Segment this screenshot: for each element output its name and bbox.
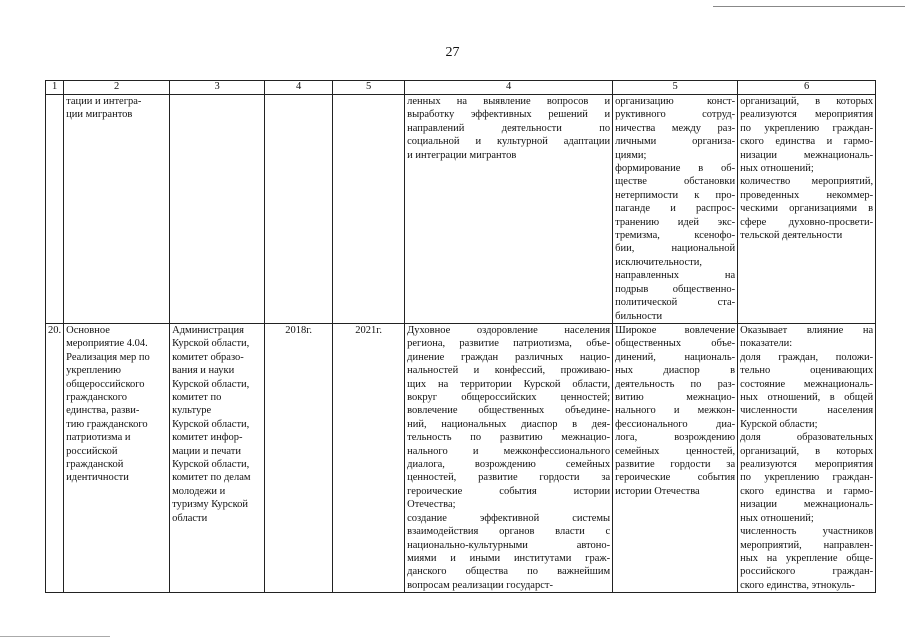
cell-line: Оказывает влияние на	[740, 325, 874, 336]
cell-line: Курской области,	[172, 459, 250, 471]
cell-line: Реализация мер по	[66, 351, 150, 363]
cell-line: численности населения	[740, 405, 874, 417]
cell-line: комитет образо-	[172, 351, 244, 363]
cell-line: мероприятие 4.04.	[66, 338, 148, 350]
cell-line: нального и межконфессионального	[407, 445, 611, 457]
cell-line: ленных на выявление вопросов и	[407, 96, 611, 107]
cell-line: Духовное оздоровление населения	[407, 325, 611, 336]
page-number: 27	[445, 45, 460, 60]
cell-line: проведенных некоммер-	[740, 189, 874, 201]
cell-c5: 2021г.	[333, 324, 405, 593]
header-cell: 6	[738, 81, 876, 95]
cell-c4: 2018г.	[265, 324, 333, 593]
cell-line: бильности	[615, 310, 663, 322]
cell-line: семейных ценностей,	[615, 445, 736, 457]
cell-line: паганде и распрос-	[615, 203, 736, 215]
cell-line: витию межнацио-	[615, 392, 736, 404]
cell-c6	[405, 324, 613, 593]
cell-line: по укреплению граждан-	[740, 122, 874, 134]
cell-line: комитет по	[172, 392, 222, 404]
measures-table	[45, 80, 876, 593]
cell-line: российского граждан-	[740, 566, 874, 578]
cell-line: количество мероприятий,	[740, 176, 874, 188]
cell-c8	[738, 95, 876, 324]
cell-line: динений, националь-	[615, 351, 736, 363]
cell-line: вокруг общероссийских ценностей;	[407, 392, 611, 404]
cell-line: ний, национальных диаспор в дея-	[407, 418, 611, 430]
cell-line: молодежи и	[172, 485, 226, 497]
header-cell: 1	[46, 81, 64, 95]
cell-c4	[265, 95, 333, 324]
cell-line: доля граждан, положи-	[740, 351, 874, 363]
cell-c1	[46, 95, 64, 324]
cell-line: ценностей, развитие гордости за	[407, 472, 611, 484]
cell-line: ных отношений, в общей	[740, 392, 874, 404]
cell-line: данского общества по важнейшим	[407, 566, 611, 578]
cell-line: организацию конст-	[615, 96, 736, 107]
cell-c7	[613, 95, 738, 324]
cell-line: направленных на	[615, 270, 736, 282]
cell-line: вания и науки	[172, 365, 235, 377]
cell-line: создание эффективной системы	[407, 512, 611, 524]
header-cell: 3	[170, 81, 265, 95]
cell-line: нального и межкон-	[615, 405, 736, 417]
cell-line: исключительности,	[615, 256, 702, 268]
cell-line: ных отношений;	[740, 512, 814, 524]
cell-line: ничества между раз-	[615, 122, 736, 134]
cell-line: Курской области;	[740, 418, 818, 430]
cell-line: состояние межнациональ-	[740, 378, 874, 390]
cell-line: численность участников	[740, 526, 874, 538]
cell-line: гражданской	[66, 459, 124, 471]
cell-line: ных на укрепление обще-	[740, 552, 874, 564]
scan-artifact-line	[713, 6, 905, 7]
header-row	[46, 81, 876, 95]
cell-line: области	[172, 512, 208, 524]
cell-line: тию гражданского	[66, 418, 148, 430]
cell-line: Курской области,	[172, 418, 250, 430]
cell-c5	[333, 95, 405, 324]
cell-line: циями;	[615, 149, 647, 161]
cell-line: героические события	[615, 472, 736, 484]
scan-artifact-line	[0, 636, 110, 637]
header-cell: 2	[64, 81, 170, 95]
cell-line: идентичности	[66, 472, 129, 484]
cell-line: комитет по делам	[172, 472, 251, 484]
cell-line: организаций, в которых	[740, 96, 874, 107]
cell-line: вовлечение общественных объедине-	[407, 405, 611, 417]
cell-line: единства, разви-	[66, 405, 140, 417]
cell-line: развитие гордости за	[615, 459, 736, 471]
cell-line: доля образовательных	[740, 432, 874, 444]
cell-line: подрыв общественно-	[615, 283, 736, 295]
header-cell: 4	[405, 81, 613, 95]
cell-line: Основное	[66, 325, 110, 336]
cell-line: общероссийского	[66, 378, 145, 390]
cell-c7	[613, 324, 738, 593]
cell-line: и интеграции мигрантов	[407, 149, 517, 161]
cell-line: формирование в об-	[615, 163, 736, 175]
header-cell: 5	[613, 81, 738, 95]
cell-line: выработку эффективных решений и	[407, 109, 611, 121]
cell-line: ского единства, этнокуль-	[740, 579, 855, 591]
cell-line: региона, развитие патриотизма, объе-	[407, 338, 611, 350]
cell-line: тации и интегра-	[66, 96, 142, 107]
cell-line: нальностей и конфессий, проживаю-	[407, 365, 611, 377]
cell-line: миями и иными институтами граж-	[407, 552, 611, 564]
cell-line: национально-культурными автоно-	[407, 539, 611, 551]
cell-line: укреплению	[66, 365, 121, 377]
cell-line: динение граждан различных нацио-	[407, 351, 611, 363]
cell-line: ского единства и гармо-	[740, 485, 874, 497]
cell-line: бии, национальной	[615, 243, 736, 255]
header-cell: 5	[333, 81, 405, 95]
cell-line: руктивного сотруд-	[615, 109, 736, 121]
cell-line: деятельность по раз-	[615, 378, 736, 390]
cell-line: взаимодействия органов власти с	[407, 526, 611, 538]
cell-line: направлений деятельности по	[407, 122, 611, 134]
cell-line: туризму Курской	[172, 499, 249, 511]
cell-line: показатели:	[740, 338, 793, 350]
cell-line: истории Отечества	[615, 485, 700, 497]
cell-line: лога, возрождению	[615, 432, 736, 444]
cell-line: реализуются мероприятия	[740, 109, 874, 121]
cell-line: тельской деятельности	[740, 230, 843, 242]
cell-line: Курской области,	[172, 378, 250, 390]
cell-line: российской	[66, 445, 118, 457]
cell-c8	[738, 324, 876, 593]
cell-line: личными организа-	[615, 136, 736, 148]
cell-line: мероприятий, направлен-	[740, 539, 874, 551]
cell-line: вопросам реализации государст-	[407, 579, 553, 591]
cell-line: диалога, возрождению семейных	[407, 459, 611, 471]
cell-line: Администрация	[172, 325, 244, 336]
cell-c3	[170, 324, 265, 593]
cell-line: ции мигрантов	[66, 109, 133, 121]
cell-line: героические события истории	[407, 485, 611, 497]
cell-line: ных диаспор в	[615, 365, 736, 377]
cell-line: тремизма, ксенофо-	[615, 230, 736, 242]
cell-line: ческими организациями в	[740, 203, 874, 215]
cell-c3	[170, 95, 265, 324]
cell-line: тельно оценивающих	[740, 365, 874, 377]
cell-line: Широкое вовлечение	[615, 325, 736, 336]
cell-line: сфере духовно-просвети-	[740, 216, 874, 228]
cell-line: патриотизма и	[66, 432, 131, 444]
cell-line: гражданского	[66, 392, 127, 404]
table-row	[46, 324, 876, 593]
cell-line: культуре	[172, 405, 212, 417]
cell-line: Отечества;	[407, 499, 456, 511]
cell-line: ского единства и гармо-	[740, 136, 874, 148]
cell-c6	[405, 95, 613, 324]
cell-line: нетерпимости к про-	[615, 189, 736, 201]
cell-line: общественных объе-	[615, 338, 736, 350]
cell-line: транению идей экс-	[615, 216, 736, 228]
cell-c2	[64, 95, 170, 324]
cell-line: щих на территории Курской области,	[407, 378, 611, 390]
cell-c2	[64, 324, 170, 593]
cell-line: социальной и культурной адаптации	[407, 136, 611, 148]
cell-line: политической ста-	[615, 297, 736, 309]
cell-line: по укреплению граждан-	[740, 472, 874, 484]
cell-line: комитет инфор-	[172, 432, 243, 444]
cell-line: Курской области,	[172, 338, 250, 350]
cell-line: ных отношений;	[740, 163, 814, 175]
cell-line: низации межнациональ-	[740, 499, 874, 511]
cell-line: фессионального диа-	[615, 418, 736, 430]
table-row	[46, 95, 876, 324]
cell-line: реализуются мероприятия	[740, 459, 874, 471]
cell-line: организаций, в которых	[740, 445, 874, 457]
cell-line: низации межнациональ-	[740, 149, 874, 161]
cell-line: мации и печати	[172, 445, 241, 457]
cell-c1: 20.	[46, 324, 64, 593]
cell-line: тельность по развитию межнацио-	[407, 432, 611, 444]
header-cell: 4	[265, 81, 333, 95]
cell-line: ществе обстановки	[615, 176, 736, 188]
